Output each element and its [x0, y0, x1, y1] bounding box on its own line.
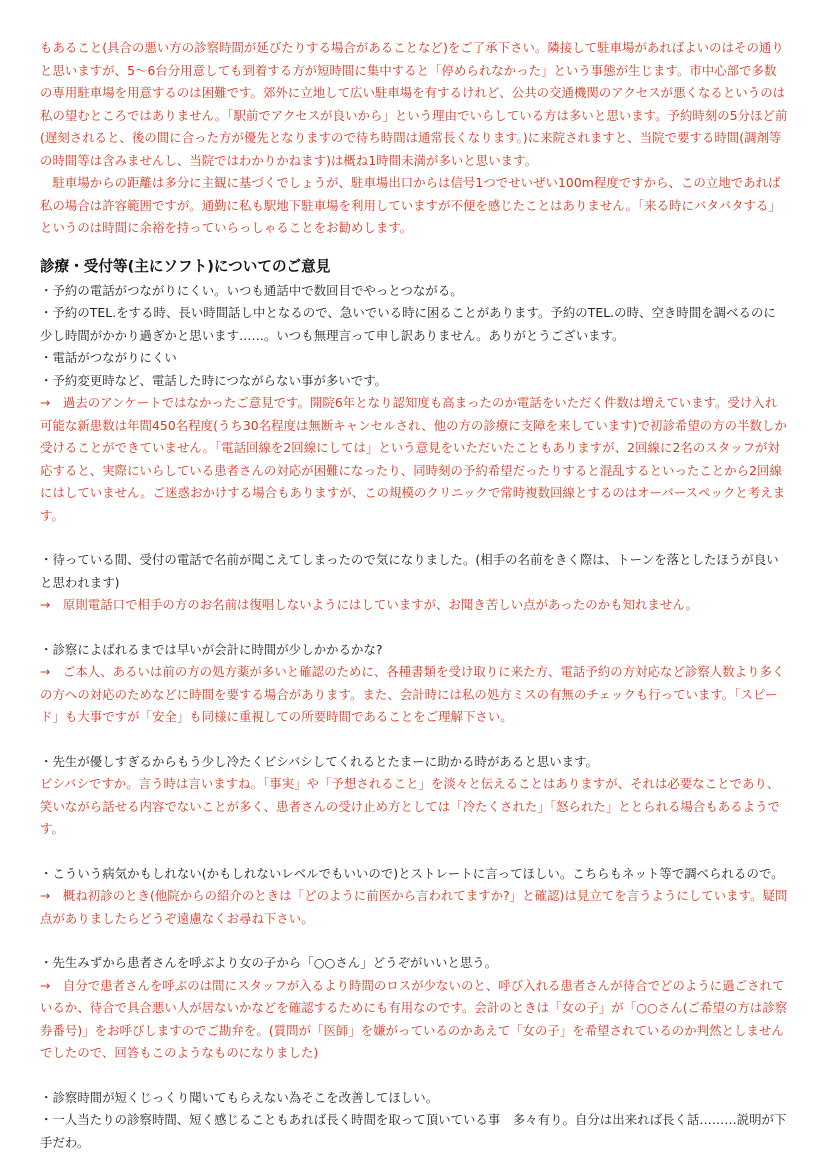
clinic-answer: → 過去のアンケートではなかったご意見です。開院6年となり認知度も高まったのか電話をいただく件数は増えています。受け入れ可能な新患数は年間450名程度(うち30名程度は無断キャンセルされ、他の方の診療に支障を来しています)で初診希望の方の半数しか受けることができていません。「電話回線を2回線にしては」という意見をいただいたこともありますが、2回線に2名のスタッフが対応すると、実際にいらしている患者さんの対応が困難になったり、同時刻の予約希望だったりすると混乱するといったことから2回線にはしていません。ご迷惑おかけする場合もありますが、この規模のクリニックで常時複数回線とするのはオーバースペックと考えます。 [40, 395, 787, 523]
clinic-answer: → 概ね初診のとき(他院からの紹介のときは「どのように前医から言われてますか?」と確認)は見立てを言うようにしています。疑問点がありましたらどうぞ遠慮なくお尋ね下さい。 [40, 888, 788, 926]
comment-item: ・先生が優しすぎるからもう少し冷たくビシバシしてくれるとたまーに助かる時があると思います。 [40, 753, 598, 769]
intro-paragraph-2: 駐車場からの距離は多分に主観に基づくでしょうが、駐車場出口からは信号1つでせいぜい100m程度ですから、この立地であれば私の場合は許容範囲ですが。通勤に私も駅地下駐車場を利用していますが不便を感じたことはありません。「来る時にバタバタする」というのは時間に余裕を持っていらっしゃることをお勧めします。 [40, 175, 781, 235]
comment-item: ・予約変更時など、電話した時につながらない事が多いです。 [40, 372, 388, 388]
clinic-answer: ビシバシですか。言う時は言いますね。「事実」や「予想されること」を淡々と伝えることはありますが、それは必要なことであり、笑いながら話せる内容でないことが多く、患者さんの受け止め方としては「冷たくされた」「怒られた」ととられる場合もあるようです。 [40, 776, 780, 836]
comment-item: ・一人当たりの診察時間、短く感じることもあれば長く時間を取って頂いている事 多々有り。自分は出来れば長く話………説明が下手だわ。 [40, 1112, 787, 1150]
section-heading: 診療・受付等(主にソフト)についてのご意見 [40, 257, 331, 275]
comment-item: ・診察によばれるまでは早いが会計に時間が少しかかるかな? [40, 641, 383, 657]
document-page [40, 37, 788, 1154]
clinic-answer: → ご本人、あるいは前の方の処方薬が多いと確認のために、各種書類を受け取りに来た方、電話予約の方対応など診察人数より多くの方への対応のためなどに時間を要する場合があります。また、会計時には私の処方ミスの有無のチェックも行っています。「スピード」も大事ですが「安全」も同様に重視しての所要時間であることをご理解下さい。 [40, 664, 785, 724]
comment-item: ・こういう病気かもしれない(かもしれないレベルでもいいので)とストレートに言ってほしい。こちらもネット等で調べられるので。 [40, 865, 784, 881]
comment-item: ・待っている間、受付の電話で名前が聞こえてしまったので気になりました。(相手の名前をきく際は、トーンを落としたほうが良いと思われます) [40, 552, 779, 590]
clinic-answer: → 原則電話口で相手の方のお名前は復唱しないようにはしていますが、お聞き苦しい点があったのかも知れません。 [40, 597, 698, 612]
clinic-answer: → 自分で患者さんを呼ぶのは間にスタッフが入るより時間のロスが少ないのと、呼び入れる患者さんが待合でどのように過ごされているか、待合で具合悪い人が居ないかなどを確認するためにも有用なのです。会計のときは「女の子」が「○○さん(ご希望の方は診察券番号)」をお呼びしますのでご勘弁を。(質問が「医師」を嫌がっているのかあえて「女の子」を希望されているのか判然としませんでしたので、回答もこのようなものになりました) [40, 977, 788, 1060]
comment-item: ・先生みずから患者さんを呼ぶより女の子から「○○さん」どうぞがいいと思う。 [40, 955, 498, 970]
comment-item: ・電話がつながりにくい [40, 350, 177, 365]
comment-item: ・診察時間が短くじっくり聞いてもらえない為そこを改善してほしい。 [40, 1089, 439, 1105]
intro-paragraph-1: もあること(具合の悪い方の診察時間が延びたりする場合があることなど)をご了承下さい。隣接して駐車場があればよいのはその通りと思いますが、5〜6台分用意しても到着する方が短時間に集中すると「停められなかった」という事態が生じます。市中心部で多数の専用駐車場を用意するのは困難です。郊外に立地して広い駐車場を有するけれど、公共の交通機関のアクセスが悪くなるというのは私の望むところではありません。「駅前でアクセスが良いから」という理由でいらしている方は多いと思います。予約時刻の5分ほど前(遅刻されると、後の間に合った方が優先となりますので待ち時間は通常長くなります。)に来院されますと、当院で要する時間(調剤等の時間等は含みませんし、当院ではわかりかねます)は概ね1時間未満が多いと思います。 [40, 40, 788, 168]
comment-item: ・予約の電話がつながりにくい。いつも通話中で数回目でやっとつながる。 [40, 282, 463, 298]
comment-item: ・予約のTEL.をする時、長い時間話し中となるので、急いでいる時に困ることがあります。予約のTEL.の時、空き時間を調べるのに少し時間がかかり過ぎかと思います……。いつも無理言って申し訳ありません。ありがとうございます。 [40, 305, 776, 343]
